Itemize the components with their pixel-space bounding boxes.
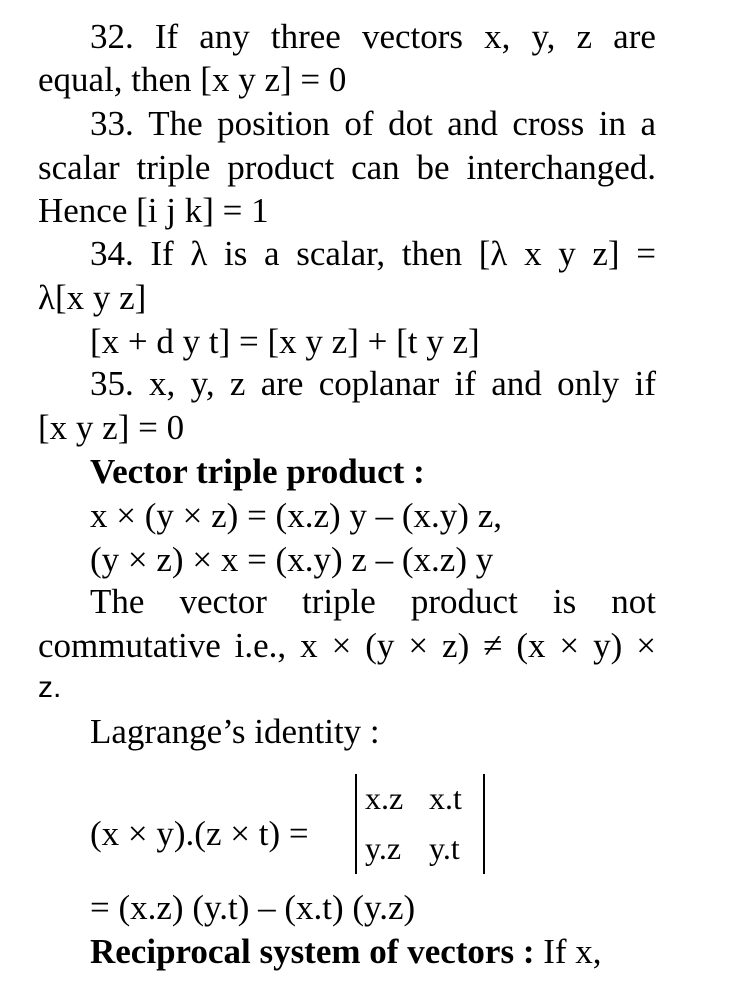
vector-triple-product-heading: Vector triple product :	[90, 452, 425, 491]
vtp-formula-2: (y × z) × x = (x.y) z – (x.z) y	[90, 540, 494, 579]
word: ×	[331, 626, 352, 665]
word: (x	[516, 626, 546, 665]
word: ×	[636, 626, 656, 665]
word: interchanged.	[466, 148, 656, 187]
vtp-note-line-3: z.	[38, 671, 62, 704]
item-34-line-1	[0, 232, 741, 276]
det-cell-12: x.t	[429, 780, 462, 816]
item-33-line-3: Hence [i j k] = 1	[38, 191, 269, 230]
word: is	[552, 582, 577, 621]
item-32-line-1	[0, 15, 741, 59]
word: vector	[179, 582, 267, 621]
word: [λ	[478, 234, 508, 273]
item-33-line-1	[0, 102, 741, 146]
word: is	[224, 234, 248, 273]
word: z]	[592, 234, 620, 273]
word: If	[150, 234, 174, 273]
word: =	[636, 234, 656, 273]
item-32-line-2: equal, then [x y z] = 0	[38, 60, 347, 99]
word: of	[344, 104, 374, 143]
word: y,	[531, 17, 556, 56]
word: any	[199, 17, 250, 56]
item-35-line-2: [x y z] = 0	[38, 408, 185, 447]
word: x	[524, 234, 542, 273]
word: z)	[442, 626, 470, 665]
reciprocal-heading: Reciprocal system of vectors :	[90, 932, 535, 971]
word: and	[491, 364, 542, 403]
word: ≠	[483, 626, 503, 665]
determinant	[355, 774, 485, 874]
word: coplanar	[318, 364, 440, 403]
word: ×	[408, 626, 429, 665]
word: are	[613, 17, 656, 56]
word: only	[557, 364, 620, 403]
word: position	[217, 104, 330, 143]
item-33-line-2	[0, 146, 741, 190]
reciprocal-line	[0, 930, 741, 974]
word: i.e.,	[234, 626, 287, 665]
word: 35.	[90, 364, 134, 403]
word: y)	[593, 626, 623, 665]
word: scalar,	[296, 234, 386, 273]
word: dot	[388, 104, 433, 143]
word: 32.	[90, 17, 134, 56]
word: if	[634, 364, 656, 403]
det-cell-22: y.t	[429, 830, 460, 866]
word: be	[416, 148, 450, 187]
lagrange-heading: Lagrange’s identity :	[90, 712, 380, 751]
word: x,	[484, 17, 511, 56]
word: if	[454, 364, 476, 403]
vtp-note-line-1	[0, 580, 741, 624]
word: and	[447, 104, 498, 143]
item-35-line-1	[0, 362, 741, 406]
word: (y	[365, 626, 395, 665]
word: triple	[301, 582, 376, 621]
word: y,	[190, 364, 215, 403]
lagrange-result: = (x.z) (y.t) – (x.t) (y.z)	[90, 888, 416, 927]
item-34-line-3: [x + d y t] = [x y z] + [t y z]	[90, 322, 480, 361]
word: then	[401, 234, 463, 273]
word: a	[640, 104, 656, 143]
word: product	[227, 148, 335, 187]
word: λ	[190, 234, 208, 273]
word: If	[154, 17, 179, 56]
det-cell-11: x.z	[365, 780, 404, 816]
word: commutative	[38, 626, 221, 665]
word: three	[270, 17, 341, 56]
word: z	[576, 17, 593, 56]
word: in	[598, 104, 626, 143]
word: cross	[512, 104, 585, 143]
word: x,	[149, 364, 176, 403]
det-cell-21: y.z	[365, 830, 402, 866]
word: vectors	[361, 17, 464, 56]
word: x	[300, 626, 318, 665]
vtp-formula-1: x × (y × z) = (x.z) y – (x.y) z,	[90, 496, 503, 535]
item-34-line-2: λ[x y z]	[38, 278, 147, 317]
word: a	[264, 234, 280, 273]
word: The	[90, 582, 145, 621]
word: not	[611, 582, 656, 621]
word: triple	[136, 148, 211, 187]
reciprocal-text: If x,	[534, 932, 602, 971]
vtp-note-line-2	[0, 624, 741, 668]
lagrange-lhs: (x × y).(z × t) =	[90, 814, 309, 853]
word: 34.	[90, 234, 134, 273]
word: scalar	[38, 148, 120, 187]
word: product	[410, 582, 518, 621]
word: 33.	[90, 104, 134, 143]
word: can	[351, 148, 400, 187]
word: z	[229, 364, 246, 403]
word: The	[148, 104, 203, 143]
word: ×	[559, 626, 580, 665]
word: are	[260, 364, 304, 403]
word: y	[558, 234, 576, 273]
